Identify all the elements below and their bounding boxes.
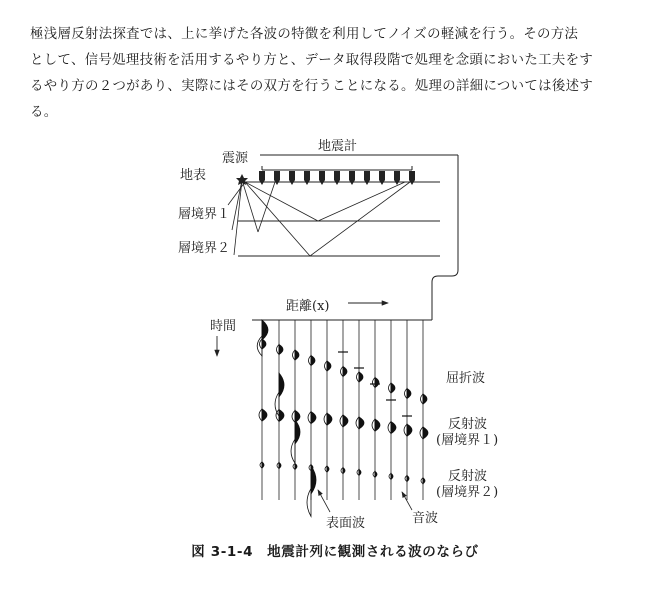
label-refraction: 屈折波 (446, 371, 486, 386)
wavelet (421, 478, 423, 484)
geophone-icon (364, 171, 370, 185)
wavelet (340, 415, 343, 427)
wavelet (325, 466, 327, 472)
wavelet (404, 424, 407, 436)
label-distance: 距離(x) (286, 299, 330, 314)
frame-right (432, 155, 458, 320)
figure-caption: 図 3-1-4 地震計列に観測される波のならび (191, 544, 479, 560)
wavelet (279, 345, 283, 355)
wavelet (359, 372, 363, 382)
wavelet (405, 389, 408, 399)
geophone-icon (289, 171, 295, 185)
geophone-icon (259, 171, 265, 185)
wavelet (262, 339, 266, 349)
wavelet (325, 361, 328, 371)
wavelet (311, 412, 316, 424)
label-source: 震源 (222, 151, 249, 166)
wavelet (277, 463, 279, 469)
wavelet (279, 373, 284, 397)
wavelet (407, 424, 412, 436)
geophone-icon (349, 171, 355, 185)
wavelet (423, 394, 427, 404)
label-boundary2: 層境界２ (178, 241, 231, 256)
wavelet (373, 471, 375, 477)
label-surface: 地表 (180, 168, 207, 183)
wavelet (327, 361, 331, 371)
label-reflection2-b: (層境界２) (436, 485, 499, 500)
geophone-array (259, 171, 415, 185)
paragraph-line-1: 極浅層反射法探査では、上に挙げた各波の特徴を利用してノイズの軽減を行う。その方法 (30, 27, 579, 42)
label-boundary1: 層境界１ (178, 207, 231, 222)
wavelet (275, 392, 279, 416)
wavelet (262, 320, 268, 340)
paragraph-line-4: る。 (30, 105, 58, 120)
ray-paths (228, 180, 410, 256)
wavelet (372, 419, 375, 431)
wavelet (341, 367, 344, 377)
wavelet (356, 417, 359, 429)
label-reflection2-a: 反射波 (448, 469, 488, 484)
wavelet (343, 367, 347, 377)
label-time: 時間 (210, 319, 237, 334)
wavelet (343, 415, 348, 427)
wavelet (308, 412, 311, 424)
wavelet (405, 476, 407, 482)
wavelet (295, 350, 299, 360)
wavelet (307, 488, 311, 516)
geophone-icon (394, 171, 400, 185)
geophone-icon (379, 171, 385, 185)
wavelet (420, 427, 423, 439)
geophone-icon (319, 171, 325, 185)
wavelet (309, 356, 312, 366)
wavelet (359, 417, 364, 429)
wavelet (293, 463, 295, 469)
geophone-icon (304, 171, 310, 185)
wavelet (373, 378, 376, 388)
wavelet (357, 469, 359, 475)
wavelet (311, 356, 315, 366)
wavelet (292, 410, 295, 422)
geophone-icon (334, 171, 340, 185)
label-geophones: 地震計 (318, 139, 358, 154)
label-reflection1-a: 反射波 (448, 417, 488, 432)
wavelet (311, 466, 316, 494)
wavelet (295, 420, 300, 444)
wavelet (375, 419, 380, 431)
wavelet (324, 413, 327, 425)
label-air-wave: 音波 (412, 511, 439, 526)
wavelet (262, 409, 267, 421)
surface-wave-pointer (318, 490, 330, 512)
seismogram-traces (257, 320, 428, 516)
wavelet (389, 473, 391, 479)
wavelet (260, 462, 262, 468)
wavelet (357, 372, 360, 382)
label-surface-wave: 表面波 (326, 516, 366, 531)
wavelet (389, 383, 392, 393)
wavelet (375, 378, 379, 388)
wavelet (388, 422, 391, 434)
label-reflection1-b: (層境界１) (436, 433, 499, 448)
wavelet (279, 409, 284, 421)
wavelet (277, 345, 280, 355)
wavelet (341, 468, 343, 474)
geophone-icon (409, 171, 415, 185)
paragraph-line-3: るやり方の２つがあり、実際にはその双方を行うことになる。処理の詳細については後述す (30, 79, 594, 94)
wavelet (391, 383, 395, 393)
wavelet (391, 422, 396, 434)
wavelet (421, 394, 424, 404)
wavelet (259, 409, 262, 421)
wavelet (291, 439, 295, 463)
wavelet (293, 350, 296, 360)
wavelet (327, 413, 332, 425)
wavelet (407, 389, 411, 399)
paragraph-line-2: として、信号処理技術を活用するやり方と、データ取得段階で処理を念頭においた工夫をす (30, 53, 594, 68)
wavelet (423, 427, 428, 439)
